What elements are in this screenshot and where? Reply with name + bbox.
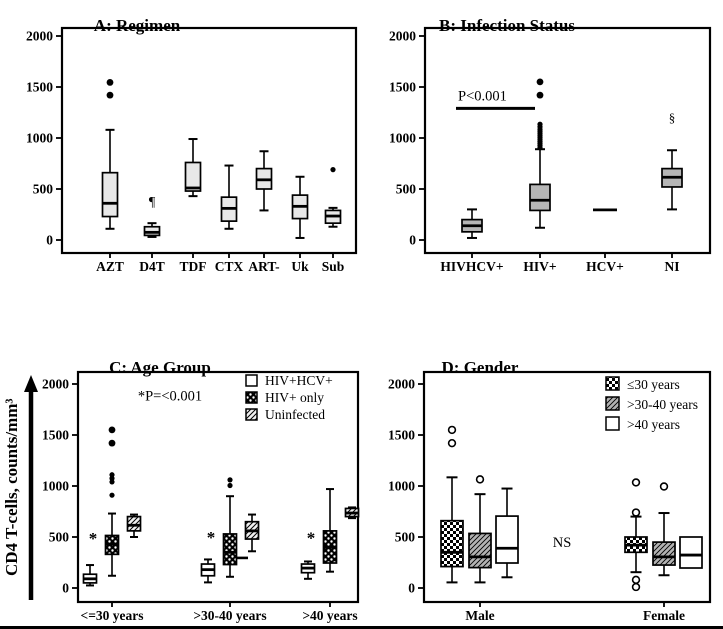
iqr-box — [496, 516, 518, 563]
outlier-dot — [109, 472, 114, 477]
outlier-dot — [537, 79, 544, 86]
y-tick-label: 1000 — [388, 478, 415, 494]
outlier-circle — [633, 509, 640, 516]
y-tick-label: 1000 — [42, 478, 69, 494]
panel-d-title: D: Gender — [441, 358, 519, 378]
outlier-circle — [449, 440, 456, 447]
box-g2-s0 — [302, 561, 315, 578]
x-category-label: >40 years — [302, 608, 358, 623]
x-category-label: AZT — [96, 259, 124, 274]
legend-label: HIV+HCV+ — [265, 373, 333, 388]
x-category-label: HIV+ — [523, 259, 557, 274]
box-HIVHCV+ — [462, 209, 482, 238]
y-tick-label: 0 — [46, 232, 53, 248]
outlier-dot — [227, 477, 232, 482]
annotation-text: ¶ — [148, 194, 156, 210]
outlier-dot — [537, 92, 544, 99]
box-AZT — [103, 79, 118, 229]
iqr-box — [441, 521, 463, 567]
box-ART- — [257, 151, 272, 210]
x-category-label: Male — [465, 608, 495, 623]
iqr-box — [680, 537, 702, 568]
legend-label: HIV+ only — [265, 390, 324, 405]
y-axis-arrow-icon — [24, 375, 38, 600]
y-tick-label: 0 — [62, 580, 69, 596]
iqr-box — [128, 517, 141, 531]
legend-label: >30-40 years — [627, 397, 698, 412]
legend-swatch-checker — [606, 377, 619, 390]
box-CTX — [222, 166, 237, 229]
box-g0-s0 — [441, 427, 463, 583]
x-category-label: CTX — [214, 259, 244, 274]
outlier-dot — [330, 167, 335, 172]
outlier-circle — [633, 576, 640, 583]
outlier-dot — [107, 79, 114, 86]
outlier-circle — [633, 479, 640, 486]
significance-label: P<0.001 — [458, 88, 507, 105]
y-tick-label: 2000 — [26, 28, 53, 44]
y-tick-label: 2000 — [389, 28, 416, 44]
x-category-label: NI — [664, 259, 680, 274]
outlier-circle — [661, 483, 668, 490]
x-category-label: HIVHCV+ — [440, 259, 504, 274]
y-tick-label: 1500 — [42, 427, 69, 443]
panel-a-plot — [26, 28, 356, 274]
outlier-circle — [633, 584, 640, 591]
y-tick-label: 1500 — [389, 79, 416, 95]
annotation-text: * — [88, 529, 98, 549]
panel-c-title: C: Age Group — [109, 358, 211, 378]
legend-label: Uninfected — [265, 407, 325, 422]
outlier-dot — [109, 440, 116, 447]
annotation-text: * — [306, 528, 316, 548]
y-tick-label: 0 — [408, 580, 415, 596]
x-category-label: <=30 years — [80, 608, 144, 623]
x-category-label: Female — [643, 608, 685, 623]
x-category-label: ART- — [248, 259, 280, 274]
iqr-box — [653, 542, 675, 565]
annotation-text: NS — [552, 535, 572, 552]
annotation-text: § — [668, 110, 676, 126]
legend — [606, 377, 698, 432]
y-tick-label: 1500 — [388, 427, 415, 443]
x-category-label: D4T — [139, 259, 165, 274]
box-g1-s1 — [224, 477, 237, 577]
y-tick-label: 500 — [48, 529, 69, 545]
outlier-dot — [109, 427, 116, 434]
legend-swatch-white — [246, 375, 257, 386]
box-g1-s0 — [202, 559, 215, 582]
legend — [246, 373, 333, 422]
iqr-box — [103, 173, 118, 217]
panel-b-title: B: Infection Status — [438, 16, 576, 36]
legend-swatch-white — [606, 417, 619, 430]
outlier-circle — [449, 427, 456, 434]
panel-a-title: A: Regimen — [93, 16, 181, 36]
y-axis-title: CD4 T-cells, counts/mm³ — [2, 398, 21, 576]
box-TDF — [186, 139, 201, 196]
iqr-box — [530, 184, 550, 210]
box-g1-s2 — [246, 515, 259, 552]
box-g1-s1 — [653, 483, 675, 575]
y-tick-label: 500 — [394, 529, 415, 545]
outlier-dot — [537, 122, 542, 127]
box-HIV+ — [530, 79, 550, 228]
iqr-box — [224, 534, 237, 565]
y-tick-label: 1000 — [26, 130, 53, 146]
y-tick-label: 1000 — [389, 130, 416, 146]
legend-label: ≤30 years — [627, 377, 680, 392]
outlier-dot — [107, 92, 114, 99]
y-tick-label: 1500 — [26, 79, 53, 95]
box-g0-s2 — [496, 489, 518, 578]
legend-swatch-hatch-light — [246, 409, 257, 420]
box-g1-s0 — [625, 479, 647, 590]
annotation-text: * — [206, 528, 216, 548]
box-NI — [662, 150, 682, 209]
box-g2-s1 — [324, 489, 337, 572]
x-category-label: HCV+ — [586, 259, 624, 274]
box-g0-s1 — [469, 476, 491, 582]
outlier-dot — [227, 483, 232, 488]
panel-b-plot — [389, 28, 710, 274]
outlier-dot — [109, 493, 114, 498]
box-g0-s2 — [128, 515, 141, 537]
x-category-label: TDF — [179, 259, 207, 274]
y-tick-label: 2000 — [388, 376, 415, 392]
box-D4T — [145, 223, 160, 237]
legend-label: >40 years — [627, 417, 680, 432]
box-g1-s2 — [680, 537, 702, 568]
annotation-text: *P=<0.001 — [137, 388, 203, 405]
y-tick-label: 2000 — [42, 376, 69, 392]
box-g2-s2 — [346, 507, 359, 518]
legend-swatch-black-dots — [246, 392, 257, 403]
x-category-label: Sub — [321, 259, 345, 274]
outlier-circle — [477, 476, 484, 483]
panel-c-plot — [42, 372, 359, 623]
y-tick-label: 500 — [32, 181, 53, 197]
box-Uk — [293, 177, 308, 238]
box-g0-s0 — [84, 565, 97, 585]
iqr-box — [469, 533, 491, 567]
box-g0-s1 — [106, 427, 119, 576]
legend-swatch-hatch-gray — [606, 397, 619, 410]
box-Sub — [326, 167, 341, 227]
plot-frame — [62, 28, 356, 253]
x-category-label: Uk — [291, 259, 309, 274]
x-category-label: >30-40 years — [193, 608, 267, 623]
panel-d-plot — [388, 372, 710, 623]
y-tick-label: 0 — [409, 232, 416, 248]
y-tick-label: 500 — [395, 181, 416, 197]
